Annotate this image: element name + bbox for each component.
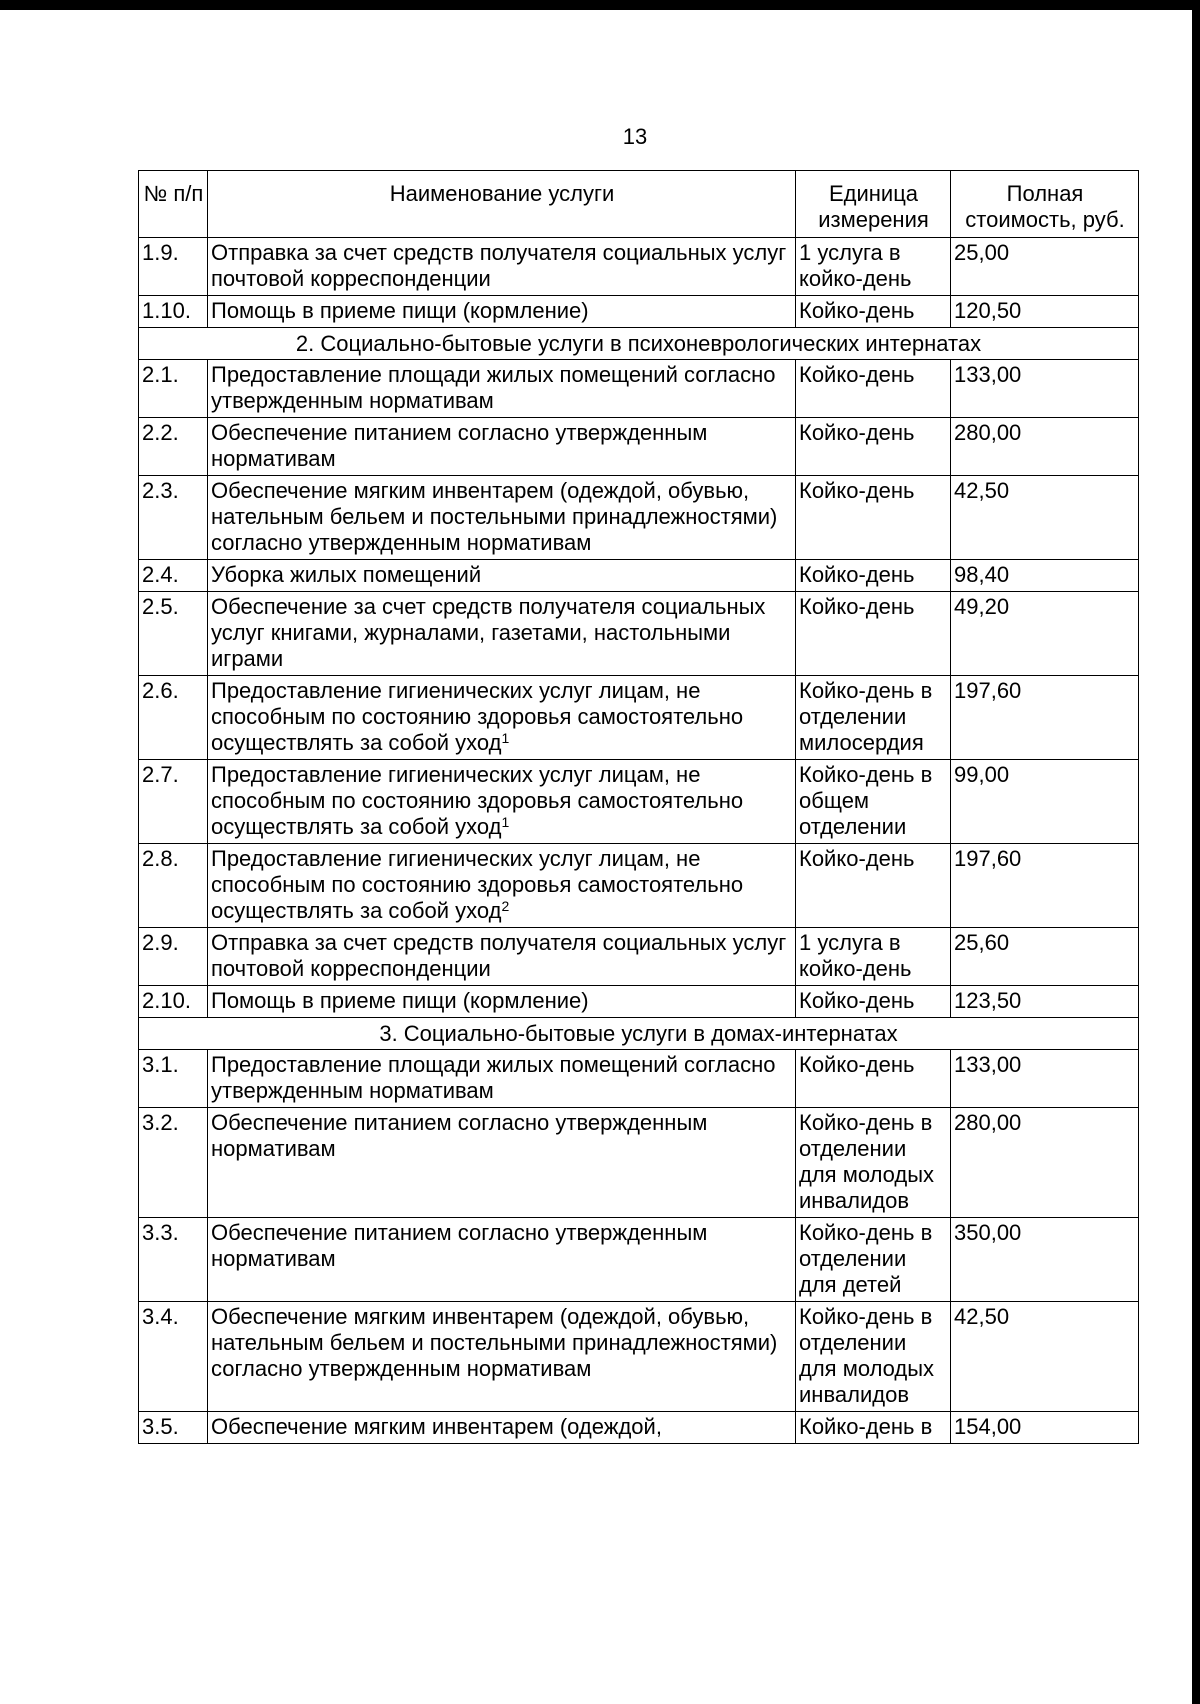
full-cost: [951, 418, 1139, 476]
unit-of-measure: [796, 928, 951, 986]
full-cost: [951, 238, 1139, 296]
header-unit: Единица измерения: [796, 171, 951, 238]
unit-of-measure: [796, 476, 951, 560]
unit-of-measure-text: Койко-день: [799, 362, 915, 387]
row-number: [139, 928, 208, 986]
unit-of-measure-text: Койко-день в отделении для молодых инвалидов: [799, 1304, 935, 1407]
unit-of-measure-text: Койко-день: [799, 988, 915, 1013]
full-cost-text: 42,50: [954, 1304, 1010, 1329]
section-title: 2. Социально-бытовые услуги в психоневрологических интернатах: [139, 328, 1139, 360]
full-cost: [951, 296, 1139, 328]
full-cost-text: 42,50: [954, 478, 1010, 503]
full-cost: [951, 476, 1139, 560]
row-number: [139, 676, 208, 760]
service-name-text: Обеспечение мягким инвентарем (одеждой,: [211, 1414, 662, 1439]
service-name: [208, 1050, 796, 1108]
table-row: [139, 592, 1139, 676]
unit-of-measure-text: 1 услуга в койко-день: [799, 930, 912, 981]
full-cost: [951, 1302, 1139, 1412]
row-number-text: 3.2.: [142, 1110, 179, 1135]
table-row: [139, 1218, 1139, 1302]
row-number: [139, 592, 208, 676]
full-cost-text: 197,60: [954, 846, 1022, 871]
footnote-marker: 1: [501, 730, 510, 746]
full-cost: [951, 676, 1139, 760]
scan-right-border: [1192, 0, 1200, 1704]
unit-of-measure: [796, 1218, 951, 1302]
unit-of-measure: [796, 1050, 951, 1108]
table-row: [139, 928, 1139, 986]
service-name: [208, 1412, 796, 1444]
unit-of-measure: [796, 986, 951, 1018]
unit-of-measure-text: Койко-день: [799, 562, 915, 587]
row-number-text: 2.5.: [142, 594, 179, 619]
service-name: [208, 238, 796, 296]
table-row: [139, 1108, 1139, 1218]
service-name-text: Обеспечение мягким инвентарем (одеждой, обувью, нательным бельем и постельными принадлежностями) согласно утвержденным нормативам: [211, 1304, 778, 1381]
row-number: [139, 1050, 208, 1108]
table-row: [139, 986, 1139, 1018]
unit-of-measure: [796, 1412, 951, 1444]
row-number-text: 2.10.: [142, 988, 191, 1013]
unit-of-measure-text: Койко-день: [799, 1052, 915, 1077]
service-name-text: Предоставление гигиенических услуг лицам, не способным по состоянию здоровья самостоятельно осуществлять за собой уход: [211, 762, 744, 839]
header-name: Наименование услуги: [208, 171, 796, 238]
table-row: [139, 296, 1139, 328]
service-name: [208, 986, 796, 1018]
row-number: [139, 986, 208, 1018]
row-number: [139, 1108, 208, 1218]
unit-of-measure: [796, 296, 951, 328]
row-number-text: 1.9.: [142, 240, 179, 265]
unit-of-measure: [796, 418, 951, 476]
unit-of-measure-text: Койко-день в: [799, 1414, 933, 1439]
full-cost-text: 197,60: [954, 678, 1022, 703]
service-name-text: Уборка жилых помещений: [211, 562, 482, 587]
unit-of-measure: [796, 1108, 951, 1218]
service-name: [208, 928, 796, 986]
full-cost: [951, 592, 1139, 676]
service-name-text: Предоставление площади жилых помещений согласно утвержденным нормативам: [211, 362, 776, 413]
service-name: [208, 592, 796, 676]
unit-of-measure: [796, 844, 951, 928]
service-name-text: Помощь в приеме пищи (кормление): [211, 298, 589, 323]
row-number-text: 2.9.: [142, 930, 179, 955]
row-number: [139, 1218, 208, 1302]
unit-of-measure: [796, 560, 951, 592]
unit-of-measure-text: Койко-день в отделении для молодых инвалидов: [799, 1110, 935, 1213]
full-cost-text: 280,00: [954, 1110, 1022, 1135]
scan-top-border: [0, 0, 1200, 10]
row-number-text: 2.3.: [142, 478, 179, 503]
service-name-text: Предоставление гигиенических услуг лицам, не способным по состоянию здоровья самостоятельно осуществлять за собой уход: [211, 678, 744, 755]
section-row: [139, 328, 1139, 360]
row-number-text: 2.7.: [142, 762, 179, 787]
unit-of-measure-text: Койко-день: [799, 420, 915, 445]
row-number-text: 3.5.: [142, 1414, 179, 1439]
full-cost-text: 350,00: [954, 1220, 1022, 1245]
unit-of-measure-text: Койко-день: [799, 298, 915, 323]
table-header-row: [139, 171, 1139, 238]
row-number: [139, 760, 208, 844]
full-cost-text: 280,00: [954, 420, 1022, 445]
row-number: [139, 238, 208, 296]
service-name-text: Обеспечение мягким инвентарем (одеждой, обувью, нательным бельем и постельными принадлежностями) согласно утвержденным нормативам: [211, 478, 778, 555]
row-number: [139, 296, 208, 328]
table-row: [139, 844, 1139, 928]
full-cost: [951, 360, 1139, 418]
full-cost: [951, 1050, 1139, 1108]
full-cost-text: 25,60: [954, 930, 1010, 955]
row-number: [139, 844, 208, 928]
full-cost: [951, 1108, 1139, 1218]
table-row: [139, 1050, 1139, 1108]
full-cost: [951, 928, 1139, 986]
full-cost-text: 25,00: [954, 240, 1010, 265]
table-row: [139, 238, 1139, 296]
row-number-text: 2.2.: [142, 420, 179, 445]
service-name: [208, 560, 796, 592]
full-cost: [951, 560, 1139, 592]
service-name-text: Отправка за счет средств получателя социальных услуг почтовой корреспонденции: [211, 240, 787, 291]
service-name-text: Обеспечение питанием согласно утвержденным нормативам: [211, 1220, 708, 1271]
service-name: [208, 360, 796, 418]
service-name-text: Предоставление гигиенических услуг лицам, не способным по состоянию здоровья самостоятельно осуществлять за собой уход: [211, 846, 744, 923]
row-number: [139, 418, 208, 476]
unit-of-measure: [796, 1302, 951, 1412]
header-num: № п/п: [139, 171, 208, 238]
footnote-marker: 1: [501, 814, 510, 830]
service-name-text: Помощь в приеме пищи (кормление): [211, 988, 589, 1013]
table-row: [139, 360, 1139, 418]
table-row: [139, 1302, 1139, 1412]
row-number: [139, 476, 208, 560]
table-body: [139, 238, 1139, 1444]
row-number-text: 2.8.: [142, 846, 179, 871]
table-row: [139, 676, 1139, 760]
full-cost: [951, 844, 1139, 928]
unit-of-measure-text: Койко-день: [799, 846, 915, 871]
service-name: [208, 1108, 796, 1218]
full-cost-text: 154,00: [954, 1414, 1022, 1439]
service-name: [208, 760, 796, 844]
row-number: [139, 360, 208, 418]
table-row: [139, 1412, 1139, 1444]
service-name: [208, 844, 796, 928]
full-cost-text: 133,00: [954, 362, 1022, 387]
service-name: [208, 418, 796, 476]
row-number-text: 3.3.: [142, 1220, 179, 1245]
full-cost: [951, 760, 1139, 844]
unit-of-measure: [796, 676, 951, 760]
row-number-text: 2.4.: [142, 562, 179, 587]
row-number-text: 2.1.: [142, 362, 179, 387]
service-name-text: Обеспечение питанием согласно утвержденным нормативам: [211, 1110, 708, 1161]
service-name: [208, 476, 796, 560]
unit-of-measure: [796, 360, 951, 418]
unit-of-measure-text: Койко-день в отделении милосердия: [799, 678, 933, 755]
row-number-text: 2.6.: [142, 678, 179, 703]
full-cost-text: 49,20: [954, 594, 1010, 619]
service-name-text: Отправка за счет средств получателя социальных услуг почтовой корреспонденции: [211, 930, 787, 981]
unit-of-measure-text: Койко-день в общем отделении: [799, 762, 933, 839]
unit-of-measure: [796, 238, 951, 296]
section-title: 3. Социально-бытовые услуги в домах-интернатах: [139, 1018, 1139, 1050]
service-name-text: Обеспечение за счет средств получателя социальных услуг книгами, журналами, газетами, настольными играми: [211, 594, 766, 671]
service-name-text: Предоставление площади жилых помещений согласно утвержденным нормативам: [211, 1052, 776, 1103]
service-name: [208, 296, 796, 328]
row-number: [139, 560, 208, 592]
row-number-text: 1.10.: [142, 298, 191, 323]
row-number-text: 3.1.: [142, 1052, 179, 1077]
unit-of-measure-text: Койко-день: [799, 594, 915, 619]
full-cost: [951, 986, 1139, 1018]
unit-of-measure: [796, 760, 951, 844]
section-row: [139, 1018, 1139, 1050]
row-number-text: 3.4.: [142, 1304, 179, 1329]
unit-of-measure-text: 1 услуга в койко-день: [799, 240, 912, 291]
services-price-table: [138, 170, 1139, 1444]
table-row: [139, 760, 1139, 844]
full-cost: [951, 1412, 1139, 1444]
full-cost-text: 123,50: [954, 988, 1022, 1013]
unit-of-measure: [796, 592, 951, 676]
row-number: [139, 1412, 208, 1444]
table-row: [139, 560, 1139, 592]
row-number: [139, 1302, 208, 1412]
table-row: [139, 418, 1139, 476]
full-cost-text: 98,40: [954, 562, 1010, 587]
page-number: 13: [622, 124, 648, 149]
unit-of-measure-text: Койко-день в отделении для детей: [799, 1220, 933, 1297]
footnote-marker: 2: [501, 898, 510, 914]
service-name: [208, 1302, 796, 1412]
service-name: [208, 676, 796, 760]
table-row: [139, 476, 1139, 560]
header-cost: Полная стоимость, руб.: [951, 171, 1139, 238]
service-name-text: Обеспечение питанием согласно утвержденным нормативам: [211, 420, 708, 471]
service-name: [208, 1218, 796, 1302]
unit-of-measure-text: Койко-день: [799, 478, 915, 503]
full-cost: [951, 1218, 1139, 1302]
full-cost-text: 133,00: [954, 1052, 1022, 1077]
full-cost-text: 120,50: [954, 298, 1022, 323]
full-cost-text: 99,00: [954, 762, 1010, 787]
